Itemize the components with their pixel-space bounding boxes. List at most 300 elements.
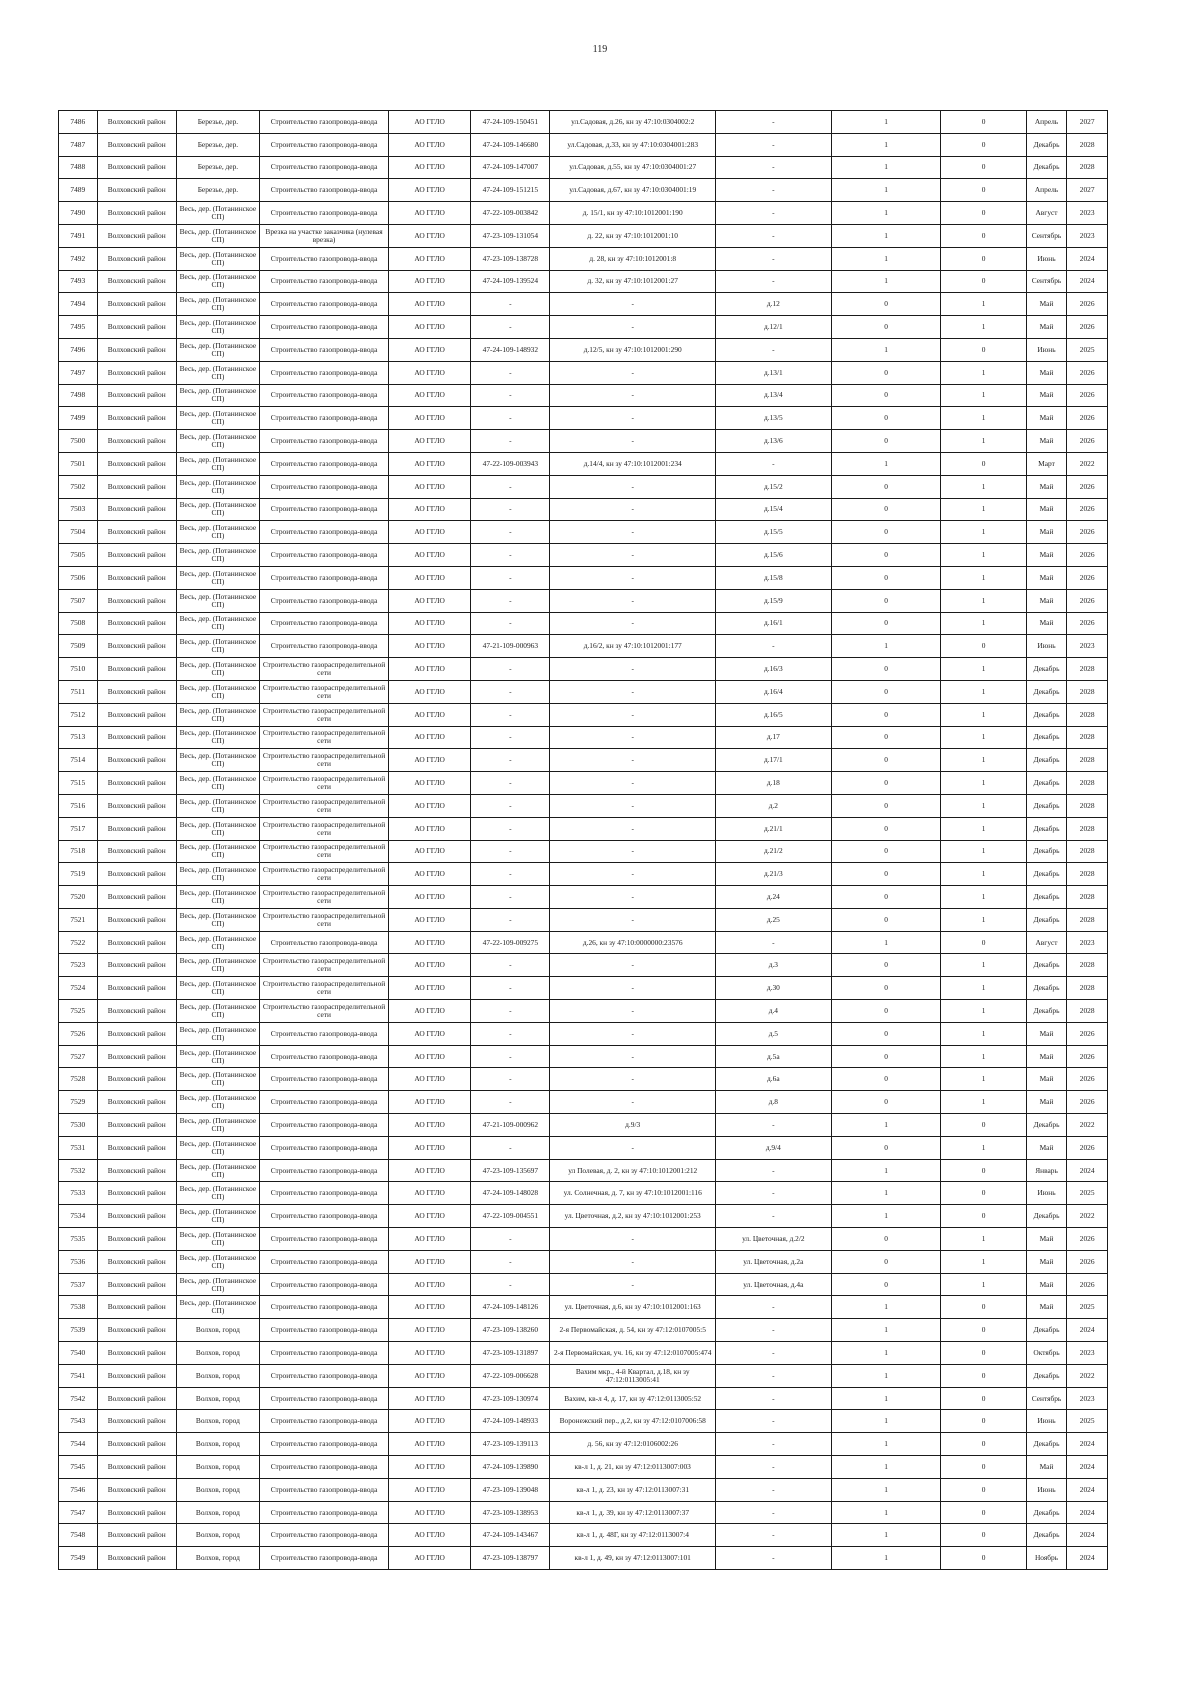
month-cell: Сентябрь [1026, 224, 1067, 247]
count-a-cell: 0 [831, 1045, 941, 1068]
application-number-cell: 47-24-109-148126 [471, 1296, 550, 1319]
table-row [59, 224, 1108, 247]
house-address-cell: ул. Цветочная, д.4а [715, 1273, 831, 1296]
work-type-cell: Строительство газопровода-ввода [260, 1478, 389, 1501]
month-cell: Май [1026, 589, 1067, 612]
district-name-cell: Волховский район [97, 863, 176, 886]
row-number-cell: 7529 [59, 1091, 98, 1114]
house-address-cell: д.15/6 [715, 544, 831, 567]
row-number-cell: 7534 [59, 1205, 98, 1228]
work-type-cell: Строительство газопровода-ввода [260, 475, 389, 498]
organization-cell: АО ГГЛО [389, 1205, 471, 1228]
address-cadastral-cell: кв-л 1, д. 23, кн зу 47:12:0113007:31 [550, 1478, 716, 1501]
organization-cell: АО ГГЛО [389, 407, 471, 430]
count-b-cell: 1 [941, 863, 1026, 886]
table-row [59, 384, 1108, 407]
work-type-cell: Строительство газопровода-ввода [260, 1547, 389, 1570]
district-name-cell: Волховский район [97, 794, 176, 817]
table-row [59, 475, 1108, 498]
count-a-cell: 0 [831, 772, 941, 795]
year-cell: 2024 [1067, 1319, 1108, 1342]
count-a-cell: 1 [831, 133, 941, 156]
year-cell: 2028 [1067, 133, 1108, 156]
count-a-cell: 1 [831, 179, 941, 202]
month-cell: Декабрь [1026, 954, 1067, 977]
table-row [59, 1387, 1108, 1410]
count-a-cell: 0 [831, 1228, 941, 1251]
address-cadastral-cell: кв-л 1, д. 21, кн зу 47:12:0113007:003 [550, 1456, 716, 1479]
row-number-cell: 7528 [59, 1068, 98, 1091]
district-name-cell: Волховский район [97, 749, 176, 772]
month-cell: Декабрь [1026, 156, 1067, 179]
month-cell: Август [1026, 202, 1067, 225]
application-number-cell: 47-23-109-131897 [471, 1342, 550, 1365]
year-cell: 2022 [1067, 1205, 1108, 1228]
application-number-cell: 47-22-109-004551 [471, 1205, 550, 1228]
count-b-cell: 1 [941, 475, 1026, 498]
month-cell: Май [1026, 384, 1067, 407]
count-b-cell: 1 [941, 1000, 1026, 1023]
count-b-cell: 0 [941, 1478, 1026, 1501]
address-cadastral-cell: - [550, 384, 716, 407]
work-type-cell: Строительство газораспределительной сети [260, 658, 389, 681]
district-name-cell: Волховский район [97, 908, 176, 931]
month-cell: Май [1026, 430, 1067, 453]
settlement-name-cell: Весь, дер. (Потанинское СП) [176, 863, 259, 886]
address-cadastral-cell: - [550, 1022, 716, 1045]
count-b-cell: 0 [941, 202, 1026, 225]
count-a-cell: 1 [831, 338, 941, 361]
district-name-cell: Волховский район [97, 703, 176, 726]
month-cell: Декабрь [1026, 1501, 1067, 1524]
house-address-cell: ул. Цветочная, д.2/2 [715, 1228, 831, 1251]
district-name-cell: Волховский район [97, 498, 176, 521]
house-address-cell: д.16/5 [715, 703, 831, 726]
year-cell: 2026 [1067, 1273, 1108, 1296]
count-b-cell: 1 [941, 1273, 1026, 1296]
organization-cell: АО ГГЛО [389, 1182, 471, 1205]
house-address-cell: - [715, 1205, 831, 1228]
address-cadastral-cell: - [550, 772, 716, 795]
address-cadastral-cell: - [550, 817, 716, 840]
organization-cell: АО ГГЛО [389, 1000, 471, 1023]
month-cell: Май [1026, 1091, 1067, 1114]
month-cell: Май [1026, 1136, 1067, 1159]
count-b-cell: 1 [941, 1045, 1026, 1068]
year-cell: 2023 [1067, 635, 1108, 658]
settlement-name-cell: Весь, дер. (Потанинское СП) [176, 475, 259, 498]
table-row [59, 1524, 1108, 1547]
settlement-name-cell: Волхов, город [176, 1410, 259, 1433]
year-cell: 2026 [1067, 566, 1108, 589]
work-type-cell: Строительство газораспределительной сети [260, 977, 389, 1000]
month-cell: Декабрь [1026, 886, 1067, 909]
month-cell: Декабрь [1026, 658, 1067, 681]
organization-cell: АО ГГЛО [389, 361, 471, 384]
house-address-cell: д.5а [715, 1045, 831, 1068]
settlement-name-cell: Березье, дер. [176, 111, 259, 134]
count-b-cell: 1 [941, 908, 1026, 931]
settlement-name-cell: Весь, дер. (Потанинское СП) [176, 544, 259, 567]
address-cadastral-cell: - [550, 977, 716, 1000]
district-name-cell: Волховский район [97, 1501, 176, 1524]
count-a-cell: 0 [831, 817, 941, 840]
work-type-cell: Строительство газораспределительной сети [260, 726, 389, 749]
year-cell: 2028 [1067, 817, 1108, 840]
row-number-cell: 7543 [59, 1410, 98, 1433]
year-cell: 2026 [1067, 430, 1108, 453]
address-cadastral-cell: - [550, 475, 716, 498]
year-cell: 2028 [1067, 156, 1108, 179]
application-number-cell: - [471, 1250, 550, 1273]
organization-cell: АО ГГЛО [389, 589, 471, 612]
month-cell: Июнь [1026, 1410, 1067, 1433]
house-address-cell: - [715, 1387, 831, 1410]
settlement-name-cell: Весь, дер. (Потанинское СП) [176, 316, 259, 339]
count-b-cell: 0 [941, 179, 1026, 202]
table-row [59, 863, 1108, 886]
count-a-cell: 1 [831, 1182, 941, 1205]
application-number-cell: - [471, 316, 550, 339]
month-cell: Сентябрь [1026, 270, 1067, 293]
count-a-cell: 0 [831, 1000, 941, 1023]
address-cadastral-cell: Воронежский пер., д.2, кн зу 47:12:0107006:58 [550, 1410, 716, 1433]
year-cell: 2023 [1067, 224, 1108, 247]
count-a-cell: 0 [831, 1273, 941, 1296]
application-number-cell: 47-22-109-006628 [471, 1364, 550, 1387]
count-a-cell: 0 [831, 384, 941, 407]
organization-cell: АО ГГЛО [389, 1433, 471, 1456]
count-b-cell: 0 [941, 1319, 1026, 1342]
year-cell: 2024 [1067, 1524, 1108, 1547]
count-a-cell: 0 [831, 1068, 941, 1091]
count-b-cell: 1 [941, 498, 1026, 521]
count-a-cell: 0 [831, 407, 941, 430]
count-a-cell: 0 [831, 908, 941, 931]
address-cadastral-cell: ул.Садовая, д.67, кн зу 47:10:0304001:19 [550, 179, 716, 202]
month-cell: Октябрь [1026, 1342, 1067, 1365]
settlement-name-cell: Волхов, город [176, 1342, 259, 1365]
work-type-cell: Строительство газопровода-ввода [260, 1114, 389, 1137]
district-name-cell: Волховский район [97, 316, 176, 339]
organization-cell: АО ГГЛО [389, 726, 471, 749]
house-address-cell: - [715, 202, 831, 225]
table-row [59, 430, 1108, 453]
settlement-name-cell: Весь, дер. (Потанинское СП) [176, 566, 259, 589]
district-name-cell: Волховский район [97, 1205, 176, 1228]
count-a-cell: 0 [831, 1022, 941, 1045]
row-number-cell: 7531 [59, 1136, 98, 1159]
organization-cell: АО ГГЛО [389, 1136, 471, 1159]
application-number-cell: - [471, 954, 550, 977]
table-row [59, 1547, 1108, 1570]
district-name-cell: Волховский район [97, 1091, 176, 1114]
table-row [59, 589, 1108, 612]
count-b-cell: 1 [941, 544, 1026, 567]
work-type-cell: Строительство газопровода-ввода [260, 293, 389, 316]
address-cadastral-cell: - [550, 1273, 716, 1296]
year-cell: 2028 [1067, 772, 1108, 795]
settlement-name-cell: Волхов, город [176, 1433, 259, 1456]
application-number-cell: 47-23-109-139048 [471, 1478, 550, 1501]
row-number-cell: 7539 [59, 1319, 98, 1342]
table-row [59, 1501, 1108, 1524]
year-cell: 2022 [1067, 1364, 1108, 1387]
gasification-registry-table [58, 110, 1108, 1570]
row-number-cell: 7491 [59, 224, 98, 247]
table-row [59, 293, 1108, 316]
row-number-cell: 7533 [59, 1182, 98, 1205]
organization-cell: АО ГГЛО [389, 977, 471, 1000]
row-number-cell: 7546 [59, 1478, 98, 1501]
address-cadastral-cell: д.12/5, кн зу 47:10:1012001:290 [550, 338, 716, 361]
address-cadastral-cell: кв-л 1, д. 39, кн зу 47:12:0113007:37 [550, 1501, 716, 1524]
table-row [59, 133, 1108, 156]
house-address-cell: д.6а [715, 1068, 831, 1091]
count-b-cell: 0 [941, 247, 1026, 270]
application-number-cell: 47-24-109-151215 [471, 179, 550, 202]
settlement-name-cell: Весь, дер. (Потанинское СП) [176, 908, 259, 931]
work-type-cell: Строительство газораспределительной сети [260, 703, 389, 726]
house-address-cell: д.2 [715, 794, 831, 817]
month-cell: Июнь [1026, 247, 1067, 270]
application-number-cell: 47-24-109-139524 [471, 270, 550, 293]
application-number-cell: 47-23-109-130974 [471, 1387, 550, 1410]
district-name-cell: Волховский район [97, 452, 176, 475]
row-number-cell: 7509 [59, 635, 98, 658]
district-name-cell: Волховский район [97, 111, 176, 134]
count-b-cell: 0 [941, 452, 1026, 475]
count-b-cell: 0 [941, 133, 1026, 156]
house-address-cell: - [715, 1182, 831, 1205]
month-cell: Декабрь [1026, 863, 1067, 886]
year-cell: 2026 [1067, 589, 1108, 612]
table-row [59, 452, 1108, 475]
application-number-cell: - [471, 498, 550, 521]
house-address-cell: д.17 [715, 726, 831, 749]
row-number-cell: 7488 [59, 156, 98, 179]
house-address-cell: - [715, 224, 831, 247]
house-address-cell: д.15/9 [715, 589, 831, 612]
settlement-name-cell: Весь, дер. (Потанинское СП) [176, 1136, 259, 1159]
house-address-cell: д.12 [715, 293, 831, 316]
month-cell: Май [1026, 293, 1067, 316]
house-address-cell: - [715, 635, 831, 658]
count-b-cell: 1 [941, 794, 1026, 817]
settlement-name-cell: Весь, дер. (Потанинское СП) [176, 658, 259, 681]
house-address-cell: д.4 [715, 1000, 831, 1023]
count-a-cell: 0 [831, 566, 941, 589]
application-number-cell: - [471, 840, 550, 863]
address-cadastral-cell: Вахим, кв-л 4, д. 17, кн зу 47:12:0113005:52 [550, 1387, 716, 1410]
year-cell: 2024 [1067, 1478, 1108, 1501]
count-a-cell: 1 [831, 1159, 941, 1182]
count-a-cell: 0 [831, 1091, 941, 1114]
count-a-cell: 0 [831, 840, 941, 863]
organization-cell: АО ГГЛО [389, 156, 471, 179]
house-address-cell: - [715, 1501, 831, 1524]
table-row [59, 270, 1108, 293]
month-cell: Сентябрь [1026, 1387, 1067, 1410]
work-type-cell: Строительство газопровода-ввода [260, 1182, 389, 1205]
year-cell: 2028 [1067, 840, 1108, 863]
organization-cell: АО ГГЛО [389, 452, 471, 475]
year-cell: 2026 [1067, 316, 1108, 339]
organization-cell: АО ГГЛО [389, 316, 471, 339]
count-a-cell: 1 [831, 635, 941, 658]
count-b-cell: 0 [941, 111, 1026, 134]
district-name-cell: Волховский район [97, 384, 176, 407]
count-b-cell: 0 [941, 635, 1026, 658]
address-cadastral-cell: д. 32, кн зу 47:10:1012001:27 [550, 270, 716, 293]
organization-cell: АО ГГЛО [389, 749, 471, 772]
application-number-cell: - [471, 908, 550, 931]
district-name-cell: Волховский район [97, 726, 176, 749]
table-row [59, 498, 1108, 521]
settlement-name-cell: Весь, дер. (Потанинское СП) [176, 430, 259, 453]
house-address-cell: - [715, 1114, 831, 1137]
count-b-cell: 0 [941, 1410, 1026, 1433]
organization-cell: АО ГГЛО [389, 1068, 471, 1091]
organization-cell: АО ГГЛО [389, 1364, 471, 1387]
month-cell: Июнь [1026, 1182, 1067, 1205]
count-a-cell: 0 [831, 977, 941, 1000]
address-cadastral-cell: - [550, 1228, 716, 1251]
organization-cell: АО ГГЛО [389, 1456, 471, 1479]
table-row [59, 1136, 1108, 1159]
count-a-cell: 1 [831, 224, 941, 247]
address-cadastral-cell: - [550, 612, 716, 635]
district-name-cell: Волховский район [97, 1410, 176, 1433]
settlement-name-cell: Весь, дер. (Потанинское СП) [176, 1068, 259, 1091]
district-name-cell: Волховский район [97, 293, 176, 316]
district-name-cell: Волховский район [97, 361, 176, 384]
row-number-cell: 7514 [59, 749, 98, 772]
settlement-name-cell: Весь, дер. (Потанинское СП) [176, 384, 259, 407]
application-number-cell: 47-21-109-000963 [471, 635, 550, 658]
row-number-cell: 7545 [59, 1456, 98, 1479]
work-type-cell: Строительство газораспределительной сети [260, 908, 389, 931]
count-b-cell: 0 [941, 224, 1026, 247]
house-address-cell: д.13/1 [715, 361, 831, 384]
month-cell: Июнь [1026, 635, 1067, 658]
address-cadastral-cell: - [550, 430, 716, 453]
month-cell: Декабрь [1026, 1433, 1067, 1456]
row-number-cell: 7526 [59, 1022, 98, 1045]
row-number-cell: 7537 [59, 1273, 98, 1296]
work-type-cell: Строительство газораспределительной сети [260, 817, 389, 840]
row-number-cell: 7507 [59, 589, 98, 612]
month-cell: Декабрь [1026, 680, 1067, 703]
work-type-cell: Строительство газопровода-ввода [260, 544, 389, 567]
address-cadastral-cell: д. 28, кн зу 47:10:1012001:8 [550, 247, 716, 270]
row-number-cell: 7505 [59, 544, 98, 567]
work-type-cell: Строительство газопровода-ввода [260, 521, 389, 544]
organization-cell: АО ГГЛО [389, 338, 471, 361]
count-b-cell: 0 [941, 1296, 1026, 1319]
house-address-cell: д.16/1 [715, 612, 831, 635]
house-address-cell: д.15/4 [715, 498, 831, 521]
application-number-cell: - [471, 1273, 550, 1296]
application-number-cell: 47-23-109-138797 [471, 1547, 550, 1570]
count-a-cell: 0 [831, 521, 941, 544]
row-number-cell: 7499 [59, 407, 98, 430]
work-type-cell: Строительство газопровода-ввода [260, 316, 389, 339]
row-number-cell: 7522 [59, 931, 98, 954]
settlement-name-cell: Весь, дер. (Потанинское СП) [176, 1205, 259, 1228]
count-a-cell: 0 [831, 954, 941, 977]
year-cell: 2024 [1067, 1456, 1108, 1479]
organization-cell: АО ГГЛО [389, 1045, 471, 1068]
house-address-cell: д.13/6 [715, 430, 831, 453]
count-a-cell: 1 [831, 270, 941, 293]
district-name-cell: Волховский район [97, 544, 176, 567]
count-b-cell: 1 [941, 293, 1026, 316]
row-number-cell: 7548 [59, 1524, 98, 1547]
year-cell: 2028 [1067, 863, 1108, 886]
address-cadastral-cell: д. 56, кн зу 47:12:0106002:26 [550, 1433, 716, 1456]
house-address-cell: д.9/4 [715, 1136, 831, 1159]
work-type-cell: Строительство газораспределительной сети [260, 772, 389, 795]
row-number-cell: 7519 [59, 863, 98, 886]
district-name-cell: Волховский район [97, 1319, 176, 1342]
row-number-cell: 7525 [59, 1000, 98, 1023]
organization-cell: АО ГГЛО [389, 635, 471, 658]
row-number-cell: 7524 [59, 977, 98, 1000]
application-number-cell: 47-24-109-148933 [471, 1410, 550, 1433]
district-name-cell: Волховский район [97, 886, 176, 909]
settlement-name-cell: Весь, дер. (Потанинское СП) [176, 293, 259, 316]
year-cell: 2026 [1067, 361, 1108, 384]
work-type-cell: Строительство газопровода-ввода [260, 338, 389, 361]
work-type-cell: Строительство газопровода-ввода [260, 1364, 389, 1387]
month-cell: Апрель [1026, 179, 1067, 202]
table-row [59, 612, 1108, 635]
organization-cell: АО ГГЛО [389, 224, 471, 247]
table-row [59, 1228, 1108, 1251]
settlement-name-cell: Весь, дер. (Потанинское СП) [176, 680, 259, 703]
organization-cell: АО ГГЛО [389, 1478, 471, 1501]
address-cadastral-cell: - [550, 407, 716, 430]
settlement-name-cell: Весь, дер. (Потанинское СП) [176, 840, 259, 863]
organization-cell: АО ГГЛО [389, 954, 471, 977]
application-number-cell: - [471, 703, 550, 726]
table-row [59, 1068, 1108, 1091]
organization-cell: АО ГГЛО [389, 1250, 471, 1273]
count-a-cell: 0 [831, 749, 941, 772]
table-row [59, 316, 1108, 339]
address-cadastral-cell: д.16/2, кн зу 47:10:1012001:177 [550, 635, 716, 658]
count-a-cell: 0 [831, 544, 941, 567]
district-name-cell: Волховский район [97, 1342, 176, 1365]
table-row [59, 794, 1108, 817]
count-b-cell: 0 [941, 1364, 1026, 1387]
month-cell: Декабрь [1026, 794, 1067, 817]
count-a-cell: 1 [831, 1114, 941, 1137]
application-number-cell: - [471, 521, 550, 544]
year-cell: 2025 [1067, 338, 1108, 361]
row-number-cell: 7518 [59, 840, 98, 863]
month-cell: Май [1026, 1456, 1067, 1479]
application-number-cell: - [471, 772, 550, 795]
address-cadastral-cell: кв-л 1, д. 49, кн зу 47:12:0113007:101 [550, 1547, 716, 1570]
district-name-cell: Волховский район [97, 521, 176, 544]
application-number-cell: - [471, 794, 550, 817]
organization-cell: АО ГГЛО [389, 817, 471, 840]
month-cell: Декабрь [1026, 772, 1067, 795]
row-number-cell: 7512 [59, 703, 98, 726]
month-cell: Май [1026, 1250, 1067, 1273]
